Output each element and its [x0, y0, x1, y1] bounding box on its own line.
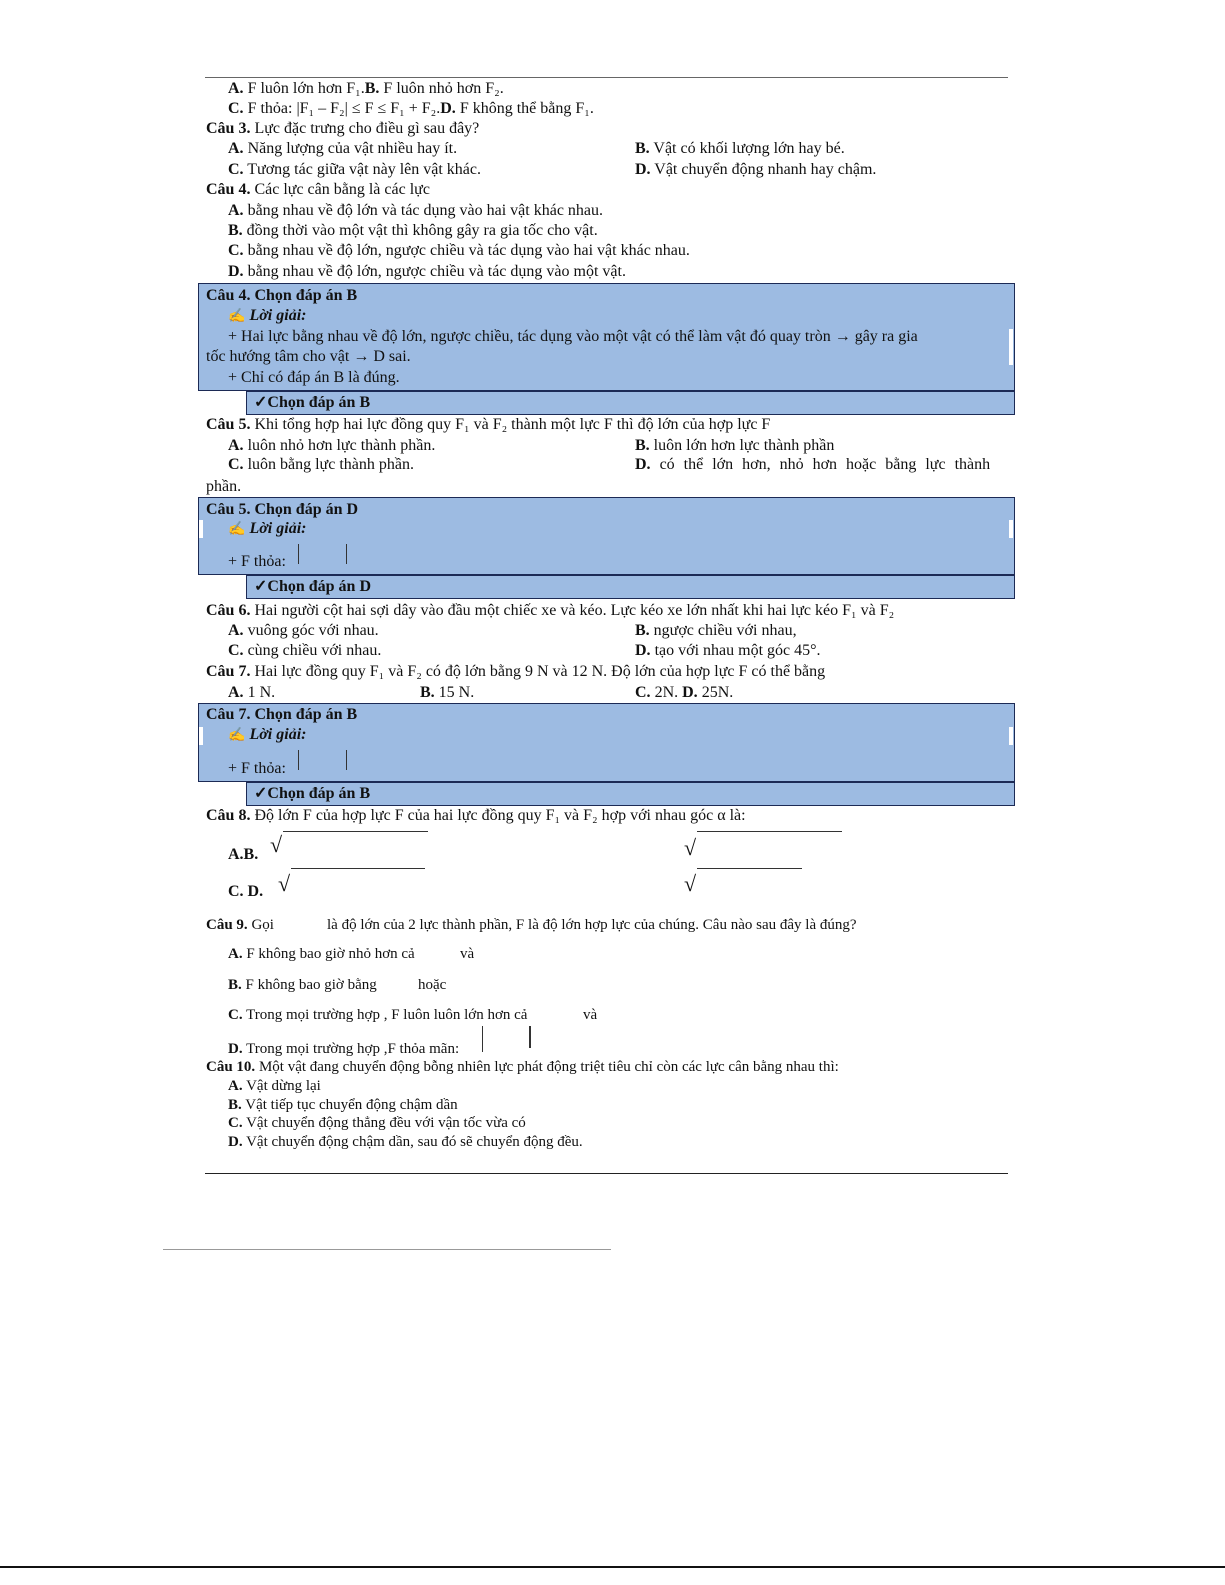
q6-stem: Câu 6. Hai người cột hai sợi dây vào đầu một chiếc xe và kéo. Lực kéo xe lớn nhất khi hai lực kéo F₁ và F₂	[206, 602, 895, 619]
q5-stem: Câu 5. Khi tổng hợp hai lực đồng quy F₁ và F₂ thành một lực F thì độ lớn của hợp lực F	[206, 416, 771, 433]
q5-solution-edge-mark-left	[199, 520, 203, 538]
writing-hand-icon: ✍	[228, 728, 246, 743]
q3-option-a: A. Năng lượng của vật nhiều hay ít.	[228, 140, 458, 157]
q7-solution-edge-mark-right	[1009, 727, 1013, 745]
q6-option-d: D. tạo với nhau một góc 45°.	[635, 642, 821, 659]
q8-options-ab-label: A.B.	[228, 846, 259, 863]
writing-hand-icon: ✍	[228, 522, 246, 537]
q7-solution-edge-mark-left	[199, 727, 203, 745]
check-mark-icon: ✓	[254, 785, 268, 802]
q5-solution-edge-mark-right	[1009, 520, 1013, 538]
q3-option-b: B. Vật có khối lượng lớn hay bé.	[635, 140, 845, 157]
q9-option-c: C. Trong mọi trường hợp , F luôn luôn lớn hơn cả	[228, 1007, 528, 1023]
sqrt-symbol-d: √	[684, 871, 697, 896]
q4-answer: ✓Chọn đáp án B	[254, 394, 371, 411]
q4-option-c: C. bằng nhau về độ lớn, ngược chiều và tác dụng vào hai vật khác nhau.	[228, 242, 690, 259]
q4-option-b: B. đồng thời vào một vật thì không gây ra gia tốc cho vật.	[228, 222, 598, 239]
top-rule	[205, 77, 1008, 78]
q5-option-c: C. luôn bằng lực thành phần.	[228, 456, 414, 473]
q9-option-d: D. Trong mọi trường hợp ,F thỏa mãn:	[228, 1041, 460, 1057]
writing-hand-icon: ✍	[228, 309, 246, 324]
q6-option-b: B. ngược chiều với nhau,	[635, 622, 797, 639]
q9-option-b-tail: hoặc	[418, 977, 447, 993]
q5-option-a: A. luôn nhỏ hơn lực thành phần.	[228, 437, 436, 454]
bottom-rule	[205, 1173, 1008, 1174]
q6-option-a: A. vuông góc với nhau.	[228, 622, 379, 639]
q5-solution-title: Câu 5. Chọn đáp án D	[206, 501, 359, 518]
sqrt-symbol-b: √	[684, 835, 697, 860]
q3-stem: Câu 3. Lực đặc trưng cho điều gì sau đây?	[206, 120, 480, 137]
q10-option-d: D. Vật chuyển động chậm dần, sau đó sẽ chuyển động đều.	[228, 1134, 583, 1150]
q5-option-d-wrap: phần.	[206, 478, 242, 495]
q9-stem: Câu 9. Gọi	[206, 917, 274, 933]
q4-solution-title: Câu 4. Chọn đáp án B	[206, 287, 358, 304]
q2-options-cd: C. F thỏa: |F₁ – F₂| ≤ F ≤ F₁ + F₂.D. F không thể bằng F₁.	[228, 100, 594, 117]
q7-stem: Câu 7. Hai lực đồng quy F₁ và F₂ có độ lớn bằng 9 N và 12 N. Độ lớn của hợp lực F có thể bằng	[206, 663, 826, 680]
q4-solution-line-3: + Chỉ có đáp án B là đúng.	[228, 369, 400, 386]
page-edge-rule	[0, 1566, 1225, 1568]
q4-option-d: D. bằng nhau về độ lớn, ngược chiều và tác dụng vào một vật.	[228, 263, 626, 280]
q5-answer: ✓Chọn đáp án D	[254, 578, 372, 595]
q4-option-a: A. bằng nhau về độ lớn và tác dụng vào hai vật khác nhau.	[228, 202, 604, 219]
abs-bar-right	[346, 544, 347, 564]
q7-option-cd: C. 2N. D. 25N.	[635, 684, 734, 701]
sqrt-vinculum-d	[697, 868, 802, 869]
q5-option-d: D. có thể lớn hơn, nhỏ hơn hoặc bằng lực thành	[635, 456, 991, 473]
q4-stem: Câu 4. Các lực cân bằng là các lực	[206, 181, 430, 198]
check-mark-icon: ✓	[254, 578, 268, 595]
q4-solution-line-2: tốc hướng tâm cho vật → D sai.	[206, 348, 411, 365]
abs-bar-left	[298, 750, 299, 770]
sqrt-vinculum-b	[697, 831, 842, 832]
q4-solution-edge-mark	[1009, 329, 1013, 365]
q10-option-c: C. Vật chuyển động thẳng đều với vận tốc vừa có	[228, 1115, 526, 1131]
q8-options-cd-label: C. D.	[228, 883, 264, 900]
q5-solution-heading: ✍ Lời giải:	[228, 520, 307, 537]
q10-option-b: B. Vật tiếp tục chuyển động chậm dần	[228, 1097, 458, 1113]
q4-solution-heading: ✍ Lời giải:	[228, 307, 307, 324]
check-mark-icon: ✓	[254, 394, 268, 411]
q4-solution-line-1: + Hai lực bằng nhau về độ lớn, ngược chiều, tác dụng vào một vật có thể làm vật đó quay tròn → gây ra gia	[228, 328, 918, 345]
q9-option-a: A. F không bao giờ nhỏ hơn cả	[228, 946, 415, 962]
q7-solution-heading: ✍ Lời giải:	[228, 726, 307, 743]
q2-options-ab: A. F luôn lớn hơn F₁.B. F luôn nhỏ hơn F₂.	[228, 80, 504, 97]
abs-bar-left	[298, 544, 299, 564]
q9-stem-cont: là độ lớn của 2 lực thành phần, F là độ lớn hợp lực của chúng. Câu nào sau đây là đúng?	[327, 917, 857, 933]
q10-option-a: A. Vật dừng lại	[228, 1078, 321, 1094]
q7-option-b: B. 15 N.	[420, 684, 475, 701]
sqrt-vinculum-c	[291, 868, 425, 869]
sqrt-vinculum-a	[283, 831, 428, 832]
q5-solution-line-1: + F thỏa:	[228, 553, 286, 570]
q8-stem: Câu 8. Độ lớn F của hợp lực F của hai lực đồng quy F₁ và F₂ hợp với nhau góc α là:	[206, 807, 746, 824]
q3-option-d: D. Vật chuyển động nhanh hay chậm.	[635, 161, 877, 178]
footnote-rule	[163, 1249, 611, 1250]
q7-answer: ✓Chọn đáp án B	[254, 785, 371, 802]
q5-option-b: B. luôn lớn hơn lực thành phần	[635, 437, 835, 454]
q9-option-b: B. F không bao giờ bằng	[228, 977, 377, 993]
q9-option-c-tail: và	[583, 1007, 598, 1023]
sqrt-symbol-c: √	[278, 871, 291, 896]
abs-bar-right	[529, 1026, 531, 1048]
q7-solution-title: Câu 7. Chọn đáp án B	[206, 706, 358, 723]
abs-bar-left	[482, 1026, 483, 1052]
q10-stem: Câu 10. Một vật đang chuyển động bỗng nhiên lực phát động triệt tiêu chỉ còn các lực cân bằng nhau thì:	[206, 1059, 839, 1075]
q6-option-c: C. cùng chiều với nhau.	[228, 642, 382, 659]
sqrt-symbol-a: √	[270, 832, 283, 857]
q3-option-c: C. Tương tác giữa vật này lên vật khác.	[228, 161, 481, 178]
q7-option-a: A. 1 N.	[228, 684, 276, 701]
q9-option-a-tail: và	[460, 946, 475, 962]
q7-solution-line-1: + F thỏa:	[228, 760, 286, 777]
abs-bar-right	[346, 750, 347, 770]
